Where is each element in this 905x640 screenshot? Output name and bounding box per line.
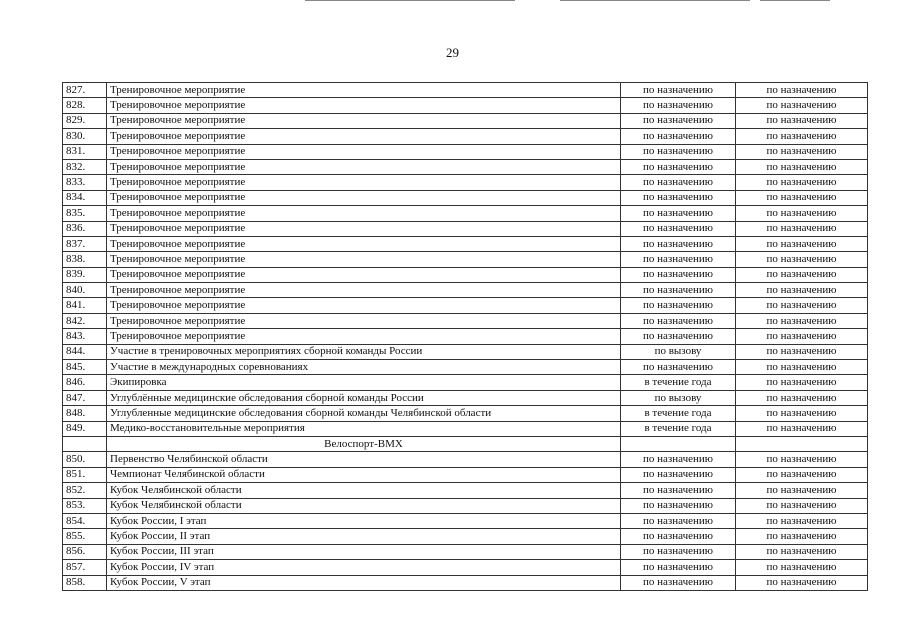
event-deadline: по назначению <box>736 329 868 344</box>
row-number: 852. <box>63 483 107 498</box>
row-number: 851. <box>63 467 107 482</box>
row-number: 833. <box>63 175 107 190</box>
event-deadline: по назначению <box>736 190 868 205</box>
row-number: 836. <box>63 221 107 236</box>
header-rule-middle <box>560 0 750 1</box>
event-deadline: по назначению <box>736 252 868 267</box>
event-term: по назначению <box>621 83 736 98</box>
event-name: Тренировочное мероприятие <box>107 298 621 313</box>
event-deadline: по назначению <box>736 452 868 467</box>
row-number: 856. <box>63 544 107 559</box>
event-name: Участие в тренировочных мероприятиях сборной команды России <box>107 344 621 359</box>
events-table <box>62 82 868 591</box>
event-name: Участие в международных соревнованиях <box>107 360 621 375</box>
event-deadline: по назначению <box>736 390 868 405</box>
event-term: в течение года <box>621 375 736 390</box>
event-deadline: по назначению <box>736 283 868 298</box>
row-number: 854. <box>63 513 107 528</box>
event-name: Чемпионат Челябинской области <box>107 467 621 482</box>
event-term: по вызову <box>621 344 736 359</box>
table-row <box>63 190 868 205</box>
table-row <box>63 252 868 267</box>
event-deadline: по назначению <box>736 113 868 128</box>
row-number: 855. <box>63 529 107 544</box>
event-term: по назначению <box>621 513 736 528</box>
event-name: Тренировочное мероприятие <box>107 329 621 344</box>
event-deadline: по назначению <box>736 575 868 590</box>
event-deadline: по назначению <box>736 529 868 544</box>
table-row <box>63 360 868 375</box>
event-name: Тренировочное мероприятие <box>107 83 621 98</box>
table-row <box>63 236 868 251</box>
event-name: Кубок Челябинской области <box>107 483 621 498</box>
event-term: по назначению <box>621 498 736 513</box>
event-name: Углубленные медицинские обследования сборной команды Челябинской области <box>107 406 621 421</box>
table-row <box>63 313 868 328</box>
event-term: по назначению <box>621 236 736 251</box>
table-row <box>63 529 868 544</box>
event-deadline: по назначению <box>736 513 868 528</box>
event-term: по назначению <box>621 159 736 174</box>
table-row <box>63 83 868 98</box>
table-row <box>63 452 868 467</box>
event-deadline: по назначению <box>736 544 868 559</box>
row-number: 835. <box>63 206 107 221</box>
event-term: по назначению <box>621 313 736 328</box>
table-row <box>63 390 868 405</box>
event-deadline: по назначению <box>736 313 868 328</box>
event-deadline: по назначению <box>736 129 868 144</box>
table-row <box>63 221 868 236</box>
event-term: по назначению <box>621 190 736 205</box>
table-row <box>63 329 868 344</box>
row-number: 827. <box>63 83 107 98</box>
row-number: 853. <box>63 498 107 513</box>
event-name: Тренировочное мероприятие <box>107 206 621 221</box>
row-number: 830. <box>63 129 107 144</box>
event-name: Тренировочное мероприятие <box>107 190 621 205</box>
event-term: по назначению <box>621 544 736 559</box>
table-row <box>63 175 868 190</box>
table-row <box>63 544 868 559</box>
event-deadline: по назначению <box>736 159 868 174</box>
event-deadline: по назначению <box>736 375 868 390</box>
row-number: 834. <box>63 190 107 205</box>
event-term: по назначению <box>621 98 736 113</box>
event-term: по назначению <box>621 113 736 128</box>
event-term: в течение года <box>621 421 736 436</box>
table-row <box>63 498 868 513</box>
row-number: 846. <box>63 375 107 390</box>
event-name: Медико-восстановительные мероприятия <box>107 421 621 436</box>
section-number-cell <box>63 436 107 451</box>
event-deadline: по назначению <box>736 175 868 190</box>
row-number: 844. <box>63 344 107 359</box>
table-row <box>63 113 868 128</box>
row-number: 858. <box>63 575 107 590</box>
row-number: 857. <box>63 560 107 575</box>
event-name: Кубок Челябинской области <box>107 498 621 513</box>
event-name: Тренировочное мероприятие <box>107 252 621 267</box>
event-term: по назначению <box>621 283 736 298</box>
section-deadline-cell <box>736 436 868 451</box>
event-term: по назначению <box>621 329 736 344</box>
event-term: по назначению <box>621 560 736 575</box>
event-name: Кубок России, II этап <box>107 529 621 544</box>
row-number: 831. <box>63 144 107 159</box>
table-row <box>63 283 868 298</box>
event-name: Кубок России, IV этап <box>107 560 621 575</box>
event-name: Тренировочное мероприятие <box>107 129 621 144</box>
row-number: 839. <box>63 267 107 282</box>
table-row <box>63 375 868 390</box>
event-name: Тренировочное мероприятие <box>107 175 621 190</box>
row-number: 840. <box>63 283 107 298</box>
event-name: Углублённые медицинские обследования сборной команды России <box>107 390 621 405</box>
event-deadline: по назначению <box>736 83 868 98</box>
table-row <box>63 483 868 498</box>
event-term: по назначению <box>621 206 736 221</box>
table-row <box>63 206 868 221</box>
event-deadline: по назначению <box>736 406 868 421</box>
event-name: Тренировочное мероприятие <box>107 221 621 236</box>
event-deadline: по назначению <box>736 421 868 436</box>
event-name: Тренировочное мероприятие <box>107 159 621 174</box>
event-deadline: по назначению <box>736 206 868 221</box>
section-row <box>63 436 868 451</box>
row-number: 828. <box>63 98 107 113</box>
event-term: по назначению <box>621 452 736 467</box>
event-term: по назначению <box>621 144 736 159</box>
table-row <box>63 129 868 144</box>
table-row <box>63 144 868 159</box>
event-name: Кубок России, V этап <box>107 575 621 590</box>
row-number: 848. <box>63 406 107 421</box>
event-term: по назначению <box>621 298 736 313</box>
row-number: 838. <box>63 252 107 267</box>
event-deadline: по назначению <box>736 360 868 375</box>
table-row <box>63 575 868 590</box>
section-term-cell <box>621 436 736 451</box>
table-row <box>63 344 868 359</box>
event-deadline: по назначению <box>736 144 868 159</box>
table-row <box>63 560 868 575</box>
event-term: по назначению <box>621 175 736 190</box>
event-term: по назначению <box>621 575 736 590</box>
event-deadline: по назначению <box>736 498 868 513</box>
event-term: по назначению <box>621 267 736 282</box>
row-number: 841. <box>63 298 107 313</box>
event-deadline: по назначению <box>736 221 868 236</box>
row-number: 847. <box>63 390 107 405</box>
event-deadline: по назначению <box>736 560 868 575</box>
row-number: 842. <box>63 313 107 328</box>
table-row <box>63 421 868 436</box>
event-term: в течение года <box>621 406 736 421</box>
row-number: 837. <box>63 236 107 251</box>
event-deadline: по назначению <box>736 298 868 313</box>
event-term: по назначению <box>621 129 736 144</box>
event-term: по назначению <box>621 252 736 267</box>
event-deadline: по назначению <box>736 344 868 359</box>
row-number: 832. <box>63 159 107 174</box>
row-number: 850. <box>63 452 107 467</box>
event-name: Первенство Челябинской области <box>107 452 621 467</box>
event-deadline: по назначению <box>736 467 868 482</box>
table-row <box>63 98 868 113</box>
section-title: Велоспорт-ВМХ <box>107 436 621 451</box>
event-deadline: по назначению <box>736 483 868 498</box>
row-number: 849. <box>63 421 107 436</box>
event-term: по назначению <box>621 529 736 544</box>
event-term: по назначению <box>621 221 736 236</box>
table-row <box>63 513 868 528</box>
event-term: по назначению <box>621 360 736 375</box>
event-name: Тренировочное мероприятие <box>107 267 621 282</box>
row-number: 845. <box>63 360 107 375</box>
event-name: Тренировочное мероприятие <box>107 313 621 328</box>
table-row <box>63 298 868 313</box>
event-name: Экипировка <box>107 375 621 390</box>
event-name: Тренировочное мероприятие <box>107 144 621 159</box>
event-deadline: по назначению <box>736 267 868 282</box>
event-term: по назначению <box>621 467 736 482</box>
event-deadline: по назначению <box>736 98 868 113</box>
event-name: Тренировочное мероприятие <box>107 98 621 113</box>
page-number: 29 <box>446 45 459 60</box>
event-term: по вызову <box>621 390 736 405</box>
event-term: по назначению <box>621 483 736 498</box>
table-row <box>63 406 868 421</box>
event-name: Тренировочное мероприятие <box>107 113 621 128</box>
header-rule-right <box>760 0 830 1</box>
event-name: Тренировочное мероприятие <box>107 283 621 298</box>
event-name: Кубок России, III этап <box>107 544 621 559</box>
table-row <box>63 467 868 482</box>
row-number: 829. <box>63 113 107 128</box>
event-name: Тренировочное мероприятие <box>107 236 621 251</box>
table-row <box>63 267 868 282</box>
events-table-body <box>63 83 868 591</box>
header-rule-left <box>305 0 515 1</box>
event-name: Кубок России, I этап <box>107 513 621 528</box>
row-number: 843. <box>63 329 107 344</box>
table-row <box>63 159 868 174</box>
event-deadline: по назначению <box>736 236 868 251</box>
